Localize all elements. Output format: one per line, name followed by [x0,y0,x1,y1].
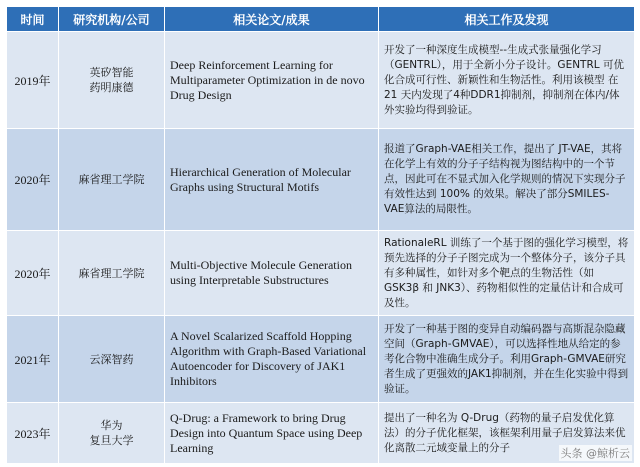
org-cell [59,231,165,316]
org-cell [59,403,165,464]
table-row [7,129,635,231]
table-row [7,231,635,316]
header-org: 研究机构/公司 [59,7,165,32]
org-cell [59,32,165,129]
research-table [6,6,635,464]
org-cell [59,316,165,403]
org-name: 云深智药 [89,352,134,366]
paper-cell: Multi-Objective Molecule Generation using Interpretable Substructures [165,231,379,316]
table-row [7,32,635,129]
year-cell: 2021年 [7,316,59,403]
header-work: 相关工作及发现 [379,7,635,32]
org-name: 麻省理工学院 [78,173,145,186]
org-name: 英矽智能 [89,66,134,79]
year-cell: 2019年 [7,32,59,129]
paper-cell: Hierarchical Generation of Molecular Graphs using Structural Motifs [165,129,379,231]
year-cell: 2020年 [7,231,59,316]
org-name: 麻省理工学院 [78,266,145,280]
desc-cell: 提出了一种名为 Q-Drug（药物的量子启发优化算法）的分子优化框架，该框架利用量子启发算法来优化离散二元域变量上的分子 [379,403,635,464]
watermark: 头条 @鲸析云 [560,447,630,460]
year-cell: 2020年 [7,129,59,231]
desc-cell: 报道了Graph-VAE相关工作，提出了 JT-VAE，其将在化学上有效的分子子结构视为图结构中的一个节点，因此可在不显式加入化学规则的情况下实现分子有效性达到 100% 的效果。解决了部分SMILES-VAE算法的局限性。 [379,129,635,231]
org-cell [59,129,165,231]
org-name: 药明康德 [89,81,134,94]
paper-cell: Deep Reinforcement Learning for Multiparameter Optimization in de novo Drug Design [165,32,379,129]
desc-cell: 开发了一种基于图的变异自动编码器与高斯混杂隐藏空间（Graph-GMVAE），可以选择性地从给定的参考化合物中准确生成分子。利用Graph-GMVAE研究者生成了更强效的JAK1抑制剂，并在生化实验中得到验证。 [379,316,635,403]
table-header-row [7,7,635,32]
org-name: 复旦大学 [89,434,134,447]
table-row [7,403,635,464]
paper-cell: Q-Drug: a Framework to bring Drug Design into Quantum Space using Deep Learning [165,403,379,464]
paper-cell: A Novel Scalarized Scaffold Hopping Algorithm with Graph-Based Variational Autoencoder for Discovery of JAK1 Inhibitors [165,316,379,403]
year-cell: 2023年 [7,403,59,464]
header-time: 时间 [7,7,59,32]
header-paper: 相关论文/成果 [165,7,379,32]
org-name: 华为 [100,419,123,432]
desc-cell: 开发了一种深度生成模型--生成式张量强化学习（GENTRL），用于全新小分子设计。GENTRL 可优化合成可行性、新颖性和生物活性。利用该模型 在 21 天内发现了4种DDR1抑制剂，抑制剂在体内/体外实验均得到验证。 [379,32,635,129]
desc-cell: RationaleRL 训练了一个基于图的强化学习模型，将预先选择的分子子图完成为一个整体分子，该分子具有多种属性，如针对多个靶点的生物活性（如 GSK3β 和 JNK3）、药物相似性的定量估计和合成可及性。 [379,231,635,316]
table-row [7,316,635,403]
